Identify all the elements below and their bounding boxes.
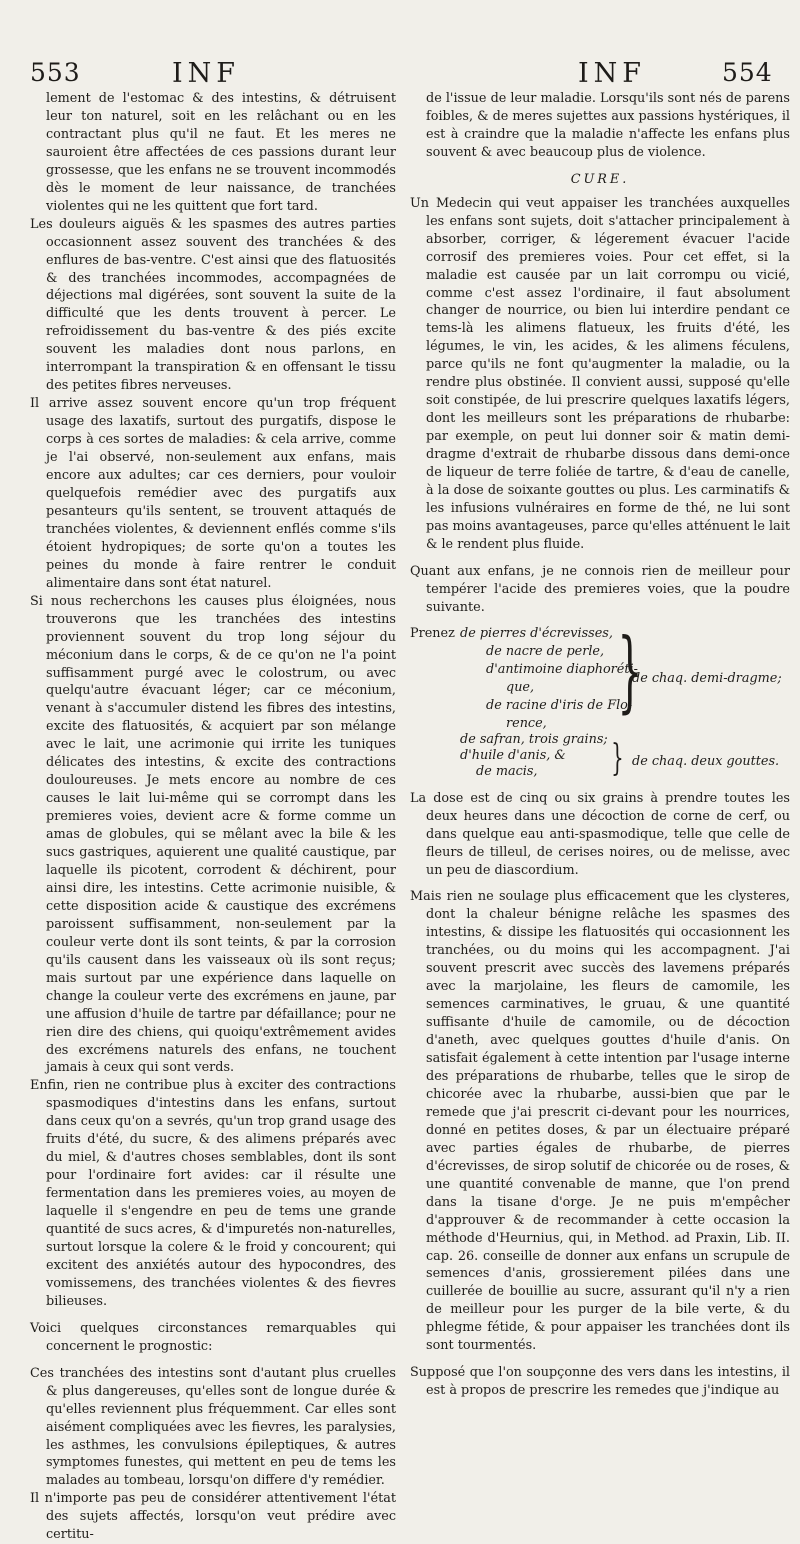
recipe-prenez: Prenez (410, 625, 455, 641)
recipe-ingredient: de nacre de perle, (486, 643, 605, 659)
brace-icon: } (611, 737, 624, 779)
paragraph: Enfin, rien ne contribue plus à exciter des contractions spasmodiques d'intestins dans les enfans, surtout dans ceux qu'on a sevrés, qu'un trop grand usage des fruits d'été, du sucre, & des alimens préparés avec du miel, & d'autres choses semblables, dont ils sont pour l'ordinaire fort avides: car il résulte une fermentation dans les premieres voies, au moyen de laquelle il s'engendre en peu de tems une grande quantité de sucs acres, & d'impuretés non-naturelles, surtout lorsque la colere & le froid y concourent; qui excitent des anxiétés autour des hypocondres, des vomissemens, des tranchées violentes & des fievres bilieuses. (30, 1078, 396, 1309)
paragraph: Mais rien ne soulage plus efficacement que les clysteres, dont la chaleur bénigne relâche les spasmes des intestins, & dissipe les flatuosités qui occasionnent les tranchées, ou du moins qui les accompagnent. J'ai souvent prescrit avec succès des lavemens préparés avec la marjolaine, les fleurs de camomile, les semences carminatives, le gruau, & une quantité suffisante d'huile de camomile, ou de décoction d'aneth, avec quelques gouttes d'huile d'anis. On satisfait également à cette intention par l'usage interne des préparations de rhubarbe, telles que le sirop de chicorée avec la rhubarbe, aussi-bien que par le remede que j'ai prescrit ci-devant pour les nourrices, donné en petites doses, & par un électuaire préparé avec parties égales de rhubarbe, de pierres d'écrevisses, de sirop solutif de chicorée ou de roses, & une quantité convenable de manne, que l'on prend dans la tisane d'orge. Je ne puis m'empêcher d'approuver & de recommander à cette occasion la méthode d'Heurnius, qui, in Method. ad Praxin, Lib. II. cap. 26. conseille de donner aux enfans un scrupule de semences d'anis, grossierement pilées dans une cuillerée de bouillie au sucre, assurant qu'il n'y a rien de meilleur pour les purger de la bile verte, & du phlegme fétide, & pour appaiser les tranchées dont ils sont tourmentés. (410, 889, 790, 1354)
paragraph: Voici quelques circonstances remarquables qui concernent le prognostic: (30, 1320, 396, 1354)
recipe-ingredient: de racine d'iris de Flo- (486, 697, 633, 713)
paragraph: Il arrive assez souvent encore qu'un trop fréquent usage des laxatifs, surtout des purgatifs, dispose le corps à ces sortes de maladies: & cela arrive, comme je l'ai observé, non-seulement aux enfans, mais encore aux adultes; car ces derniers, pour vouloir quelquefois remédier avec des purgatifs aux pesanteurs qu'ils sentent, se trouvent attaqués de tranchées violentes, & deviennent enflés comme s'ils étoient hydropiques; de sorte qu'on a toutes les peines du monde à faire rentrer le conduit alimentaire dans sont état naturel. (30, 396, 396, 591)
paragraph: Ces tranchées des intestins sont d'autant plus cruelles & plus dangereuses, qu'elles sont de longue durée & qu'elles reviennent plus fréquemment. Car elles sont aisément compliquées avec les fievres, les paralysies, les asthmes, les convulsions épileptiques, & autres symptomes funestes, qui mettent en peu de tems les malades au tombeau, lorsqu'on differe d'y remédier. (30, 1365, 396, 1489)
recipe (410, 618, 790, 779)
paragraph: Il n'importe pas peu de considérer attentivement l'état des sujets affectés, lorsqu'on veut prédire avec certitu- (30, 1491, 396, 1543)
recipe-ingredient: rence, (506, 715, 547, 731)
paragraph: Les douleurs aiguës & les spasmes des autres parties occasionnent assez souvent des tranchées & des enflures de bas-ventre. C'est ainsi que des flatuosités & des tranchées incommodes, accompagnées de déjections mal digérées, sont souvent la suite de la difficulté que les dents trouvent à percer. Le refroidissement du bas-ventre & des piés excite souvent les maladies dont nous parlons, en interrompant la transpiration & en offensant le tissu des petites fibres nerveuses. (30, 216, 396, 394)
right-page-number: 554 (722, 58, 773, 87)
recipe-dose: de chaq. deux gouttes. (632, 753, 780, 769)
paragraph: lement de l'estomac & des intestins, & détruisent leur ton naturel, soit en les relâchant ou en les contractant plus qu'il ne faut. Et les meres ne sauroient être affectées de ces passions durant leur grossesse, que les enfans ne se trouvent incommodés dès le moment de leur naissance, de tranchées violentes qui ne les quittent que fort tard. (46, 91, 396, 214)
paragraph: Un Medecin qui veut appaiser les tranchées auxquelles les enfans sont sujets, doit s'attacher principalement à absorber, corriger, & légerement évacuer l'acide corrosif des premieres voies. Pour cet effet, si la maladie est causée par un lait corrompu ou vicié, comme c'est assez l'ordinaire, il faut absolument changer de nourrice, ou bien lui interdire pendant ce tems-là les alimens flatueux, les fruits d'été, les légumes, le vin, les acides, & les alimens féculens, parce qu'ils ne font qu'augmenter la maladie, ou la rendre plus obstinée. Il convient aussi, supposé qu'elle soit constipée, de lui prescrire quelques laxatifs légers, dont les meilleurs sont les préparations de rhubarbe: par exemple, on peut lui donner soir & matin demi-dragme d'extrait de rhubarbe dissous dans demi-once de liqueur de terre foliée de tartre, & d'eau de canelle, à la dose de soixante gouttes ou plus. Les carminatifs & les infusions vulnéraires en forme de thé, ne lui sont pas moins avantageuses, parce qu'elles atténuent le lait & le rendent plus fluide. (410, 195, 790, 552)
paragraph: Supposé que l'on soupçonne des vers dans les intestins, il est à propos de prescrire les remedes que j'indique au (410, 1365, 790, 1399)
recipe-ingredient: de pierres d'écrevisses, (460, 625, 613, 641)
recipe-ingredient: de macis, (476, 763, 538, 779)
recipe-dose: de chaq. demi-dragme; (632, 670, 782, 686)
recipe-ingredient: de safran, trois grains; (460, 731, 608, 747)
recipe-ingredient: d'huile d'anis, & (460, 747, 566, 763)
recipe-ingredient: d'antimoine diaphoréti- (486, 661, 638, 677)
paragraph: Si nous recherchons les causes plus éloignées, nous trouverons que les tranchées des intestins proviennent souvent du trop long séjour du méconium dans le corps, & de ce qu'on ne l'a point suffisamment purgé avec le colostrum, ou avec quelqu'autre évacuant léger; car ce méconium, venant à s'accumuler distend les fibres des intestins, excite des flatuosités, & acquiert par son mélange avec le lait, une acrimonie qui irrite les tuniques délicates des intestins, & excite des contractions douloureuses. Je mets encore au nombre de ces causes le lait lui-même qui se corrompt dans les premieres voies, devient acre & forme comme un amas de globules, qui se mêlant avec la bile & les sucs gastriques, aquierent une qualité caustique, par laquelle ils picotent, corrodent & déchirent, pour ainsi dire, les intestins. Cette acrimonie nuisible, & cette disposition acide & caustique des excrémens paroissent suffisamment, non-seulement par la couleur verte dont ils sont teints, & par la corrosion qu'ils causent dans les vaisseaux où ils sont reçus; mais surtout par une expérience dans laquelle on change la couleur verte des excrémens en jaune, par une affusion d'huile de tartre par défaillance; pour ne rien dire des chiens, qui quoiqu'extrêmement avides des excrémens naturels des enfans, ne touchent jamais à ceux qui sont verds. (30, 593, 396, 1076)
right-column (410, 90, 790, 1400)
brace-icon: } (617, 618, 643, 722)
left-column (30, 90, 396, 1544)
left-page-number: 553 (30, 58, 81, 87)
recipe-ingredient: que, (506, 679, 535, 695)
right-running-title: INF (578, 58, 647, 89)
left-running-title: INF (172, 58, 241, 89)
paragraph: La dose est de cinq ou six grains à prendre toutes les deux heures dans une décoction de corne de cerf, ou dans quelque eau anti-spasmodique, telle que celle de fleurs de tilleul, de cerises noires, ou de melisse, avec un peu de diascordium. (410, 790, 790, 878)
paragraph: Quant aux enfans, je ne connois rien de meilleur pour tempérer l'acide des premieres voies, que la poudre suivante. (410, 563, 790, 615)
paragraph: de l'issue de leur maladie. Lorsqu'ils sont nés de parens foibles, & de meres sujettes aux passions hystériques, il est à craindre que la maladie n'affecte les enfans plus souvent & avec beaucoup plus de violence. (426, 91, 790, 160)
section-heading: CURE. (570, 171, 630, 187)
